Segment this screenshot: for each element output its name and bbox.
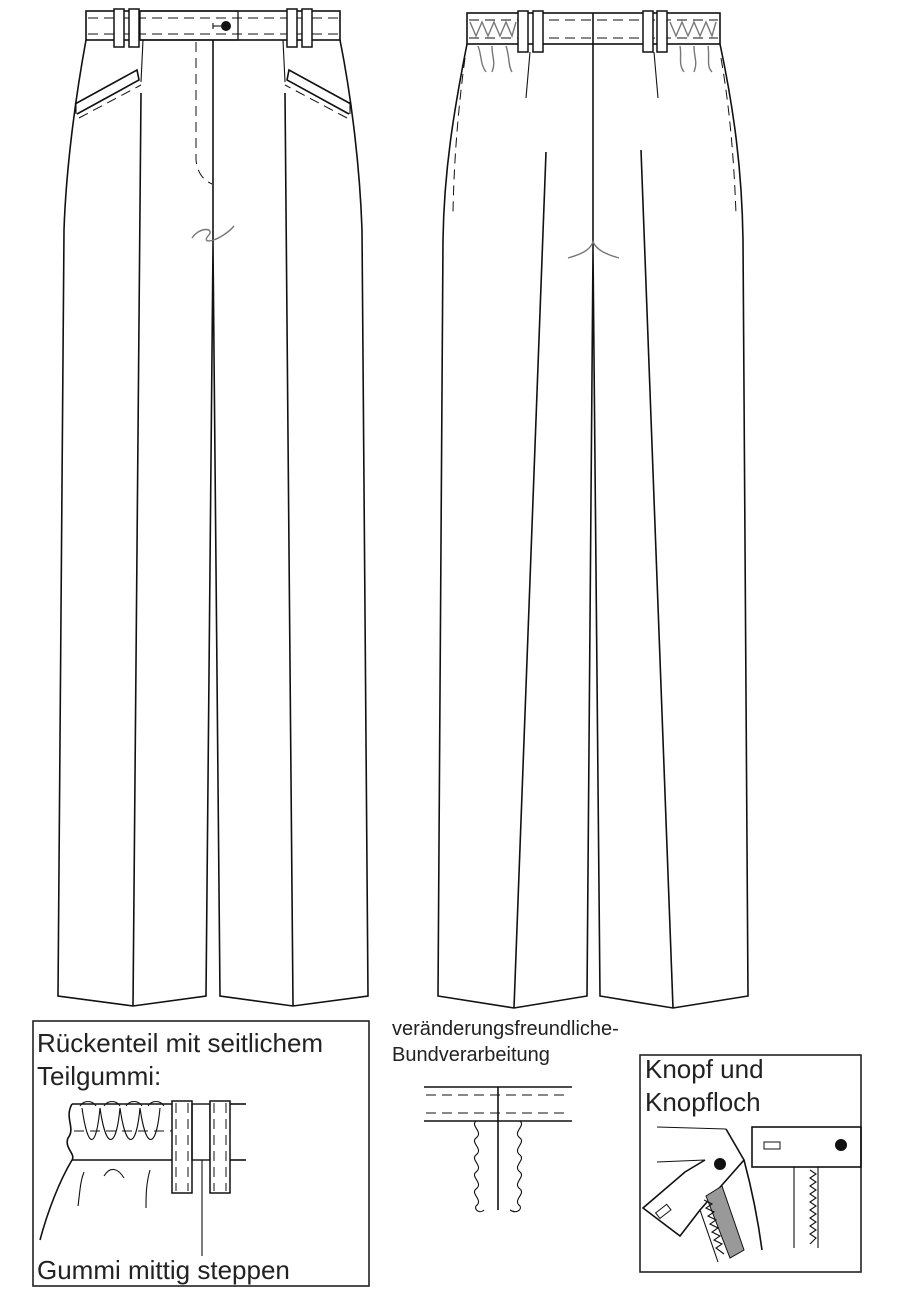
back-crease: [514, 152, 546, 1008]
back-detail-title-line2: Teilgummi:: [37, 1061, 162, 1091]
front-pocket-right: [287, 70, 351, 114]
button-detail-title-line1: Knopf und: [645, 1054, 764, 1084]
belt-loop: [129, 9, 139, 47]
front-view-trousers: [58, 9, 368, 1006]
back-dart: [654, 52, 658, 98]
button-icon: [714, 1158, 726, 1170]
back-detail-title-line1: Rückenteil mit seitlichem: [37, 1028, 324, 1058]
front-crease: [285, 93, 293, 1006]
belt-loop: [518, 11, 528, 52]
belt-loop: [114, 9, 124, 47]
detail-belt-loop: [172, 1101, 192, 1193]
belt-loop: [643, 11, 653, 52]
button-icon: [835, 1139, 847, 1151]
detail-waistband-construction: [392, 1018, 619, 1212]
serged-seam-left: [474, 1121, 484, 1212]
detail-button-buttonhole: [640, 1054, 861, 1272]
waistband-note-line1: veränderungsfreundliche-: [392, 1018, 619, 1040]
front-pocket-left: [75, 70, 139, 114]
elastic-zigzag-left: [470, 22, 516, 36]
elastic-zigzag-right: [670, 22, 716, 36]
detail-back-elastic: [33, 1021, 369, 1286]
fly-stitching: [196, 42, 212, 184]
waistband-note-line2: Bundverarbeitung: [392, 1044, 550, 1066]
belt-loop: [287, 9, 297, 47]
detail-belt-loop: [210, 1101, 230, 1193]
button-detail-title-line2: Knopfloch: [645, 1087, 761, 1117]
belt-loop: [533, 11, 543, 52]
belt-loop: [657, 11, 667, 52]
waistband-button-icon: [221, 21, 231, 31]
back-view-trousers: [438, 11, 748, 1008]
back-crease: [641, 150, 673, 1008]
back-detail-caption: Gummi mittig steppen: [37, 1255, 290, 1285]
front-crease: [133, 93, 141, 1006]
back-dart: [526, 52, 530, 98]
serged-seam-right: [510, 1121, 522, 1212]
belt-loop: [302, 9, 312, 47]
